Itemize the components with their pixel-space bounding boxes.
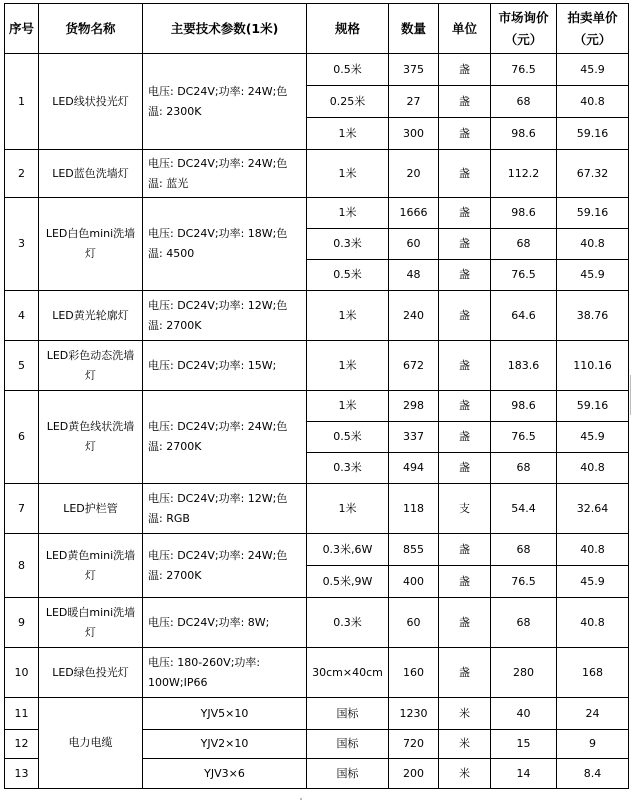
market-price-cell: 76.5 xyxy=(491,566,557,598)
spec-cell: 0.3米 xyxy=(307,229,389,260)
unit-cell: 盏 xyxy=(439,118,491,150)
table-row xyxy=(5,598,629,648)
spec-cell: 30cm×40cm xyxy=(307,648,389,698)
market-price-cell: 76.5 xyxy=(491,422,557,453)
market-price-cell: 98.6 xyxy=(491,118,557,150)
market-price-cell: 40 xyxy=(491,698,557,730)
qty-cell: 1230 xyxy=(389,698,439,730)
market-price-cell: 68 xyxy=(491,229,557,260)
spec-cell: 0.25米 xyxy=(307,86,389,118)
table-row xyxy=(5,341,629,391)
market-price-cell: 112.2 xyxy=(491,150,557,198)
header-params: 主要技术参数(1米) xyxy=(143,4,307,54)
qty-cell: 27 xyxy=(389,86,439,118)
unit-cell: 盏 xyxy=(439,198,491,229)
seq-cell: 8 xyxy=(5,534,39,598)
table-row xyxy=(5,391,629,422)
unit-cell: 盏 xyxy=(439,86,491,118)
params-cell: 电压: DC24V;功率: 24W;色温: 2700K xyxy=(143,534,307,598)
auction-price-cell: 67.32 xyxy=(557,150,629,198)
qty-cell: 20 xyxy=(389,150,439,198)
auction-price-cell: 9 xyxy=(557,730,629,759)
auction-price-cell: 59.16 xyxy=(557,198,629,229)
params-cell: 电压: 180-260V;功率: 100W;IP66 xyxy=(143,648,307,698)
params-cell: 电压: DC24V;功率: 8W; xyxy=(143,598,307,648)
market-price-cell: 54.4 xyxy=(491,484,557,534)
unit-cell: 盏 xyxy=(439,648,491,698)
params-cell: YJV5×10 xyxy=(143,698,307,730)
unit-cell: 米 xyxy=(439,759,491,789)
unit-cell: 盏 xyxy=(439,150,491,198)
market-price-cell: 15 xyxy=(491,730,557,759)
params-cell: 电压: DC24V;功率: 15W; xyxy=(143,341,307,391)
qty-cell: 1666 xyxy=(389,198,439,229)
spec-cell: 国标 xyxy=(307,759,389,789)
goods-name-cell: LED黄色线状洗墙灯 xyxy=(39,391,143,484)
unit-cell: 盏 xyxy=(439,566,491,598)
seq-cell: 6 xyxy=(5,391,39,484)
spec-cell: 1米 xyxy=(307,391,389,422)
qty-cell: 298 xyxy=(389,391,439,422)
unit-cell: 米 xyxy=(439,730,491,759)
unit-cell: 盏 xyxy=(439,453,491,484)
seq-cell: 11 xyxy=(5,698,39,730)
auction-price-cell: 40.8 xyxy=(557,534,629,566)
header-unit: 单位 xyxy=(439,4,491,54)
auction-price-cell: 24 xyxy=(557,698,629,730)
market-price-cell: 76.5 xyxy=(491,260,557,291)
header-qty: 数量 xyxy=(389,4,439,54)
header-seq: 序号 xyxy=(5,4,39,54)
seq-cell: 2 xyxy=(5,150,39,198)
auction-price-cell: 38.76 xyxy=(557,291,629,341)
params-cell: 电压: DC24V;功率: 12W;色温: 2700K xyxy=(143,291,307,341)
goods-name-cell: LED绿色投光灯 xyxy=(39,648,143,698)
unit-cell: 米 xyxy=(439,698,491,730)
table-row xyxy=(5,54,629,86)
auction-price-cell: 45.9 xyxy=(557,422,629,453)
spec-cell: 国标 xyxy=(307,698,389,730)
spec-cell: 1米 xyxy=(307,484,389,534)
unit-cell: 盏 xyxy=(439,598,491,648)
spec-cell: 0.3米 xyxy=(307,453,389,484)
market-price-cell: 64.6 xyxy=(491,291,557,341)
params-cell: 电压: DC24V;功率: 18W;色温: 4500 xyxy=(143,198,307,291)
seq-cell: 3 xyxy=(5,198,39,291)
unit-cell: 支 xyxy=(439,484,491,534)
unit-cell: 盏 xyxy=(439,422,491,453)
goods-name-cell: LED蓝色洗墙灯 xyxy=(39,150,143,198)
auction-price-cell: 45.9 xyxy=(557,54,629,86)
qty-cell: 720 xyxy=(389,730,439,759)
table-row xyxy=(5,484,629,534)
qty-cell: 240 xyxy=(389,291,439,341)
header-row xyxy=(5,4,629,54)
table-row xyxy=(5,698,629,730)
params-cell: 电压: DC24V;功率: 12W;色温: RGB xyxy=(143,484,307,534)
spec-cell: 0.5米 xyxy=(307,54,389,86)
unit-cell: 盏 xyxy=(439,341,491,391)
qty-cell: 375 xyxy=(389,54,439,86)
page-edge-mark xyxy=(300,798,302,800)
market-price-cell: 183.6 xyxy=(491,341,557,391)
params-cell: YJV3×6 xyxy=(143,759,307,789)
unit-cell: 盏 xyxy=(439,54,491,86)
goods-name-cell: LED线状投光灯 xyxy=(39,54,143,150)
market-price-cell: 68 xyxy=(491,534,557,566)
market-price-cell: 68 xyxy=(491,86,557,118)
auction-price-cell: 32.64 xyxy=(557,484,629,534)
page-edge-mark xyxy=(630,375,631,415)
params-cell: YJV2×10 xyxy=(143,730,307,759)
qty-cell: 60 xyxy=(389,598,439,648)
seq-cell: 12 xyxy=(5,730,39,759)
spec-cell: 1米 xyxy=(307,118,389,150)
qty-cell: 672 xyxy=(389,341,439,391)
table-row xyxy=(5,291,629,341)
header-spec: 规格 xyxy=(307,4,389,54)
table-row xyxy=(5,534,629,566)
seq-cell: 10 xyxy=(5,648,39,698)
market-price-cell: 68 xyxy=(491,598,557,648)
market-price-cell: 76.5 xyxy=(491,54,557,86)
spec-cell: 1米 xyxy=(307,150,389,198)
auction-price-cell: 40.8 xyxy=(557,229,629,260)
goods-name-cell: LED护栏管 xyxy=(39,484,143,534)
spec-cell: 0.5米 xyxy=(307,422,389,453)
qty-cell: 337 xyxy=(389,422,439,453)
seq-cell: 7 xyxy=(5,484,39,534)
qty-cell: 300 xyxy=(389,118,439,150)
spec-cell: 0.3米 xyxy=(307,598,389,648)
spec-cell: 国标 xyxy=(307,730,389,759)
params-cell: 电压: DC24V;功率: 24W;色温: 2700K xyxy=(143,391,307,484)
qty-cell: 494 xyxy=(389,453,439,484)
qty-cell: 200 xyxy=(389,759,439,789)
header-name: 货物名称 xyxy=(39,4,143,54)
seq-cell: 1 xyxy=(5,54,39,150)
spec-cell: 1米 xyxy=(307,291,389,341)
header-market-price: 市场询价（元） xyxy=(491,4,557,54)
unit-cell: 盏 xyxy=(439,534,491,566)
auction-price-cell: 110.16 xyxy=(557,341,629,391)
table-row xyxy=(5,648,629,698)
goods-name-cell: LED暖白mini洗墙灯 xyxy=(39,598,143,648)
unit-cell: 盏 xyxy=(439,229,491,260)
unit-cell: 盏 xyxy=(439,260,491,291)
market-price-cell: 280 xyxy=(491,648,557,698)
qty-cell: 855 xyxy=(389,534,439,566)
goods-name-cell: LED黄色mini洗墙灯 xyxy=(39,534,143,598)
auction-price-cell: 40.8 xyxy=(557,453,629,484)
unit-cell: 盏 xyxy=(439,391,491,422)
goods-name-cell: LED彩色动态洗墙灯 xyxy=(39,341,143,391)
goods-name-cell: LED黄光轮廓灯 xyxy=(39,291,143,341)
params-cell: 电压: DC24V;功率: 24W;色温: 蓝光 xyxy=(143,150,307,198)
goods-name-cell: 电力电缆 xyxy=(39,698,143,789)
spec-cell: 0.3米,6W xyxy=(307,534,389,566)
auction-price-cell: 40.8 xyxy=(557,598,629,648)
market-price-cell: 98.6 xyxy=(491,391,557,422)
table-row xyxy=(5,150,629,198)
market-price-cell: 68 xyxy=(491,453,557,484)
auction-price-cell: 40.8 xyxy=(557,86,629,118)
goods-table xyxy=(4,3,629,789)
params-cell: 电压: DC24V;功率: 24W;色温: 2300K xyxy=(143,54,307,150)
spec-cell: 0.5米 xyxy=(307,260,389,291)
spec-cell: 1米 xyxy=(307,198,389,229)
qty-cell: 48 xyxy=(389,260,439,291)
qty-cell: 118 xyxy=(389,484,439,534)
spec-cell: 1米 xyxy=(307,341,389,391)
goods-name-cell: LED白色mini洗墙灯 xyxy=(39,198,143,291)
market-price-cell: 98.6 xyxy=(491,198,557,229)
table-row xyxy=(5,198,629,229)
unit-cell: 盏 xyxy=(439,291,491,341)
auction-price-cell: 59.16 xyxy=(557,118,629,150)
header-auction-price: 拍卖单价（元） xyxy=(557,4,629,54)
auction-price-cell: 45.9 xyxy=(557,566,629,598)
seq-cell: 5 xyxy=(5,341,39,391)
qty-cell: 60 xyxy=(389,229,439,260)
spec-cell: 0.5米,9W xyxy=(307,566,389,598)
market-price-cell: 14 xyxy=(491,759,557,789)
seq-cell: 13 xyxy=(5,759,39,789)
auction-price-cell: 8.4 xyxy=(557,759,629,789)
qty-cell: 400 xyxy=(389,566,439,598)
seq-cell: 4 xyxy=(5,291,39,341)
auction-price-cell: 59.16 xyxy=(557,391,629,422)
auction-price-cell: 168 xyxy=(557,648,629,698)
seq-cell: 9 xyxy=(5,598,39,648)
qty-cell: 160 xyxy=(389,648,439,698)
auction-price-cell: 45.9 xyxy=(557,260,629,291)
